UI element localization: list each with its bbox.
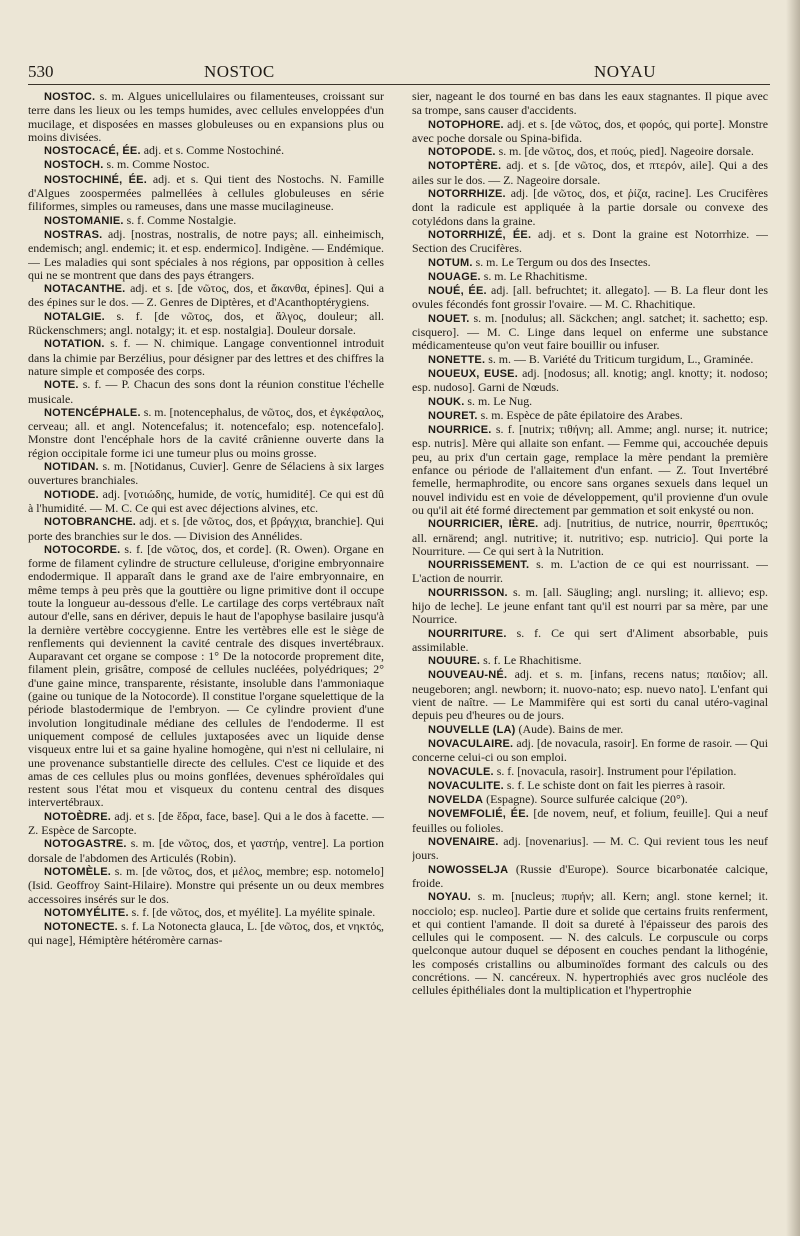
dictionary-entry [412,654,768,668]
dictionary-entry [412,367,768,395]
entry-definition: adj. et s. [de νῶτος, dos, et ἄκανθα, épines]. Qui a des épines sur le dos. — Z. Genres de Diptères, et d'Acanthoptérygiens. [28,281,384,310]
entry-definition: s. m. [notencephalus, de νῶτος, dos, et ἐγκέφαλος, cerveau; all. et angl. Notencefalus; it. notencefalo; esp. notencefalo]. Monstre dont l'encéphale hors de la cavité crânienne ouverte dans la région occipitale forme ici une tumeur plus ou moins grosse. [28,404,384,460]
dictionary-entry [412,145,768,159]
entry-definition: s. f. Comme Nostalgie. [123,212,237,227]
dictionary-entry [28,173,384,214]
dictionary-entry [28,488,384,516]
entry-definition: adj. [nostras, nostralis, de notre pays; all. einheimisch, endemisch; angl. endemic; it. et esp. endermico]. Indigène. — Endémique. — Les maladies qui sont spéciales à nos régions, par opposition à celles qui ne se montrent que dans des pays étrangers. [28,226,384,282]
entry-headword: NOTIODE. [44,488,99,501]
entry-definition: s. m. Le Nug. [464,393,533,408]
dictionary-entry [412,256,768,270]
entry-definition: adj. et s. [de νῶτος, dos, et φορός, qui porte]. Monstre avec poche dorsale ou Spina-bifida. [412,116,768,145]
dictionary-entry [412,187,768,228]
entry-definition: s. m. [de νῶτος, dos, et πούς, pied]. Nageoire dorsale. [495,144,754,159]
entry-headword: NOURRITURE. [428,627,507,640]
entry-headword: NOVACULAIRE. [428,737,514,750]
dictionary-entry [412,270,768,284]
dictionary-entry [412,737,768,765]
entry-definition: s. m. Comme Nostoc. [103,157,210,172]
entry-definition: s. f. [de νῶτος, dos, et myélite]. La myélite spinale. [128,904,376,919]
entry-definition: sier, nageant le dos tourné en bas dans les eaux stagnantes. Il pique avec sa trompe, sans causer d'accidents. [412,90,768,118]
dictionary-entry [28,378,384,406]
dictionary-entry [28,214,384,228]
left-column [28,90,384,1210]
entry-definition: s. m. Le Tergum ou dos des Insectes. [472,254,651,269]
entry-headword: NOTOÈDRE. [44,810,111,823]
entry-headword: NOTONECTE. [44,921,118,934]
dictionary-entry [412,863,768,891]
entry-definition: adj. [nutritius, de nutrice, nourrir, θρεπτικός; all. ernärend; angl. nutritive; it. nutritivo; esp. nutricio]. Qui porte la Nourriture. — Ce qui sert à la Nutrition. [412,516,768,558]
entry-definition: s. m. [all. Säugling; angl. nursling; it. allievo; esp. hijo de leche]. Le jeune enfant tant qu'il est nourri par sa mère, par une Nourrice. [412,584,768,627]
dictionary-entry [28,158,384,172]
entry-headword: NOURRISSON. [428,586,508,599]
entry-headword: NOURRICE. [428,424,492,437]
entry-headword: NOTOPHORE. [428,118,504,131]
entry-definition: adj. et s. Qui tient des Nostochs. N. Famille d'Algues zoospermées palmellées à cellules globuleuses en série filiformes, simples ou rameuses, dans une masse mucilagineuse. [28,171,384,214]
dictionary-entry [412,723,768,737]
entry-headword: NOTORRHIZE. [428,188,506,201]
entry-definition: s. m. — B. Variété du Triticum turgidum, L., Graminée. [485,351,754,366]
entry-definition: s. f. [nutrix; τιθήνη; all. Amme; angl. nurse; it. nutrice; esp. nutris]. Mère qui allaite son enfant. — Femme qui, accouchée depuis peu, au prix d'un certain gage, remplace la mère pendant la première enfance ou période de l'allaitement d'un enfant. — Z. Tout Invertébré femelle, hermaphrodite, ou encore sans organes sexuels dans lequel un nouvel individu est en voie de développement, qu'il provienne d'un ovule ou qu'il ait été formé directement par gemmation et soit enkysté ou non. [412,422,768,517]
header-rule [28,84,770,85]
dictionary-entry [28,515,384,543]
entry-headword: NOSTOMANIE. [44,214,124,227]
entry-definition: adj. et s. [de νῶτος, dos, et πτερόν, aile]. Qui a des ailes sur le dos. — Z. Nageoire dorsale. [412,158,768,187]
page-gutter-shadow [786,0,800,1236]
entry-definition: s. f. [de νῶτος, dos, et corde]. (R. Owen). Organe en forme de filament cylindre de structure celluleuse, d'origine embryonnaire endodermique. Il apparaît dans le grand axe de l'aire embryonnaire, en même temps à peu près que la gouttière ou ligne primitive dont il occupe toute la longueur au-dessous d'elle. Le cartilage des corps vertébraux naît autour d'elle, sans en dériver, depuis le haut de l'apophyse basilaire jusqu'à la dernière vertèbre coccygienne. Entre les vertèbres elle est le siège de renflements qui deviennent la cavité centrale des disques invertébraux. Auparavant cet organe se compose : 1° De la notocorde proprement dite, filament plein, grisâtre, composé de cellules nucléées, polyédriques; 2° d'une gaine mince, transparente, résistante, insoluble dans l'ammoniaque (gaine ou tunique de la Notocorde). Il constitue l'organe squelettique de la période blastodermique de l'embryon. — Ce cylindre provient d'une involution longitudinale médiane des cellules de l'endoderme. Il est uniquement composé de cellules juxtaposées avec un liquide dense visqueux entre lui et sa gaine hyaline homogène, qui n'est ni cellulaire, ni une provenance substantielle directe des cellules. C'est ce liquide et des amas de ces cellules plus ou moins gonflées, devenues sphéroïdales qui restent sous l'état mou et visqueux du contenu central des disques intervertébraux. [28,541,384,810]
dictionary-entry [28,90,384,144]
dictionary-entry [28,406,384,460]
entry-headword: NOSTOCACÉ, ÉE. [44,145,141,158]
entry-headword: NOTORRHIZÉ, ÉE. [428,228,532,241]
dictionary-entry [28,810,384,838]
entry-headword: NOTOMÈLE. [44,865,111,878]
entry-headword: NOURRICIER, IÈRE. [428,518,539,531]
dictionary-entry [28,144,384,158]
dictionary-entry [412,90,768,118]
entry-definition: adj. [de novacula, rasoir]. En forme de rasoir. — Qui concerne celui-ci ou son emploi. [412,735,768,765]
dictionary-entry [28,310,384,338]
dictionary-entry [412,159,768,187]
dictionary-entry [28,865,384,906]
entry-definition: s. f. [novacula, rasoir]. Instrument pour l'épilation. [493,763,737,778]
entry-headword: NOTATION. [44,338,105,351]
entry-definition: s. m. [Notidanus, Cuvier]. Genre de Sélaciens à six larges ouvertures branchiales. [28,459,384,488]
entry-headword: NOTOPTÈRE. [428,160,502,173]
dictionary-entry [412,765,768,779]
entry-headword: NOTACANTHE. [44,283,126,296]
entry-definition: adj. [de νῶτος, dos, et ῥίζα, racine]. Les Crucifères dont la radicule est appliquée à la partie dorsale ou convexe des cotylédons dans la graine. [412,186,768,228]
dictionary-entry [412,409,768,423]
entry-headword: NOTE. [44,379,79,392]
dictionary-entry [412,627,768,655]
dictionary-entry [412,890,768,997]
entry-headword: NOTUM. [428,256,473,269]
entry-definition: s. f. — P. Chacun des sons dont la réunion constitue l'échelle musicale. [28,377,384,406]
entry-headword: NOWOSSELJA [428,863,509,876]
entry-definition: s. m. [de νῶτος, dos, et μέλος, membre; esp. notomelo] (Isid. Geoffroy Saint-Hilaire). Monstre qui présente un ou deux membres accessoires insérés sur le dos. [28,863,384,906]
dictionary-entry [412,395,768,409]
entry-headword: NOSTOCH. [44,159,104,172]
entry-definition: adj. et s. [de νῶτος, dos, et βράγχια, branchie]. Qui porte des branchies sur le dos. — Division des Annélides. [28,514,384,543]
entry-headword: NOUVEAU-NÉ. [428,669,508,682]
entry-headword: NOVEMFOLIÉ, ÉE. [428,808,529,821]
entry-headword: NOUET. [428,312,470,325]
entry-headword: NOVELDA [428,794,484,807]
entry-headword: NOYAU. [428,891,471,904]
entry-headword: NOTOPODE. [428,146,496,159]
page-number: 530 [28,62,54,81]
dictionary-entry [412,793,768,807]
dictionary-entry [412,312,768,353]
dictionary-entry [28,282,384,310]
entry-headword: NOTENCÉPHALE. [44,406,141,419]
entry-headword: NOVACULITE. [428,779,504,792]
entry-definition: s. f. La Notonecta glauca, L. [de νῶτος, dos, et νηκτός, qui nage], Hémiptère hétéromère carnas- [28,919,384,948]
entry-definition: s. m. [de νῶτος, dos, et γαστήρ, ventre]. La portion dorsale de l'abdomen des Articulés (Robin). [28,836,384,865]
dictionary-entry [412,668,768,722]
dictionary-entry [412,353,768,367]
dictionary-entry [412,558,768,586]
entry-headword: NOTOBRANCHE. [44,516,137,529]
entry-definition: s. f. Ce qui sert d'Aliment absorbable, puis assimilable. [412,625,768,654]
entry-definition: adj. et s. Comme Nostochiné. [140,143,285,158]
entry-definition: adj. [novenarius]. — M. C. Qui revient tous les neuf jours. [412,834,768,863]
entry-headword: NOVENAIRE. [428,836,499,849]
dictionary-entry [28,543,384,810]
entry-headword: NOTALGIE. [44,310,105,323]
entry-headword: NOSTRAS. [44,228,103,241]
entry-headword: NOSTOCHINÉ, ÉE. [44,173,147,186]
entry-definition: (Russie d'Europe). Source bicarbonatée calcique, froide. [412,861,768,890]
entry-definition: s. m. Le Rhachitisme. [480,268,588,283]
entry-definition: s. m. Espèce de pâte épilatoire des Arabes. [477,407,683,422]
entry-headword: NOSTOC. [44,91,96,103]
entry-headword: NOTOCORDE. [44,543,121,556]
dictionary-entry [412,228,768,256]
entry-headword: NOURRISSEMENT. [428,559,530,572]
entry-headword: NOTIDAN. [44,461,99,474]
dictionary-entry [412,835,768,863]
dictionary-entry [412,118,768,146]
entry-definition: adj. [all. befruchtet; it. allegato]. — B. La fleur dont les ovules fécondés font grossir l'ovaire. — M. C. Rhachitique. [412,283,768,312]
entry-headword: NOUURE. [428,655,481,668]
entry-headword: NOUAGE. [428,270,481,283]
entry-headword: NOTOMYÉLITE. [44,906,129,919]
entry-headword: NOUÉ, ÉE. [428,285,487,298]
dictionary-entry [28,228,384,282]
entry-definition: s. m. [nucleus; πυρήν; all. Kern; angl. stone kernel; it. nocciolo; esp. nucleo]. Partie dure et solide que certains fruits renferment, et qui contient l'amande. Il doit sa dureté à l'épaisseur des parois des cellules qui le composent. — N. des calculs. Le corpuscule ou corps quelconque autour duquel se déposent en couches pendant la lithogénie, les composés cristallins ou albuminoïdes formant des calculs ou des concrétions. — N. cancéreux. N. hypertrophiés avec gros nucléole des cellules épithéliales dont la multiplication et l'hypertrophie [412,889,768,998]
entry-headword: NOUEUX, EUSE. [428,367,518,380]
running-head-right: NOYAU [594,62,656,81]
dictionary-entry [28,920,384,948]
dictionary-entry [412,807,768,835]
right-column [412,90,768,1210]
entry-definition: (Aude). Bains de mer. [515,721,624,736]
entry-headword: NOTOGASTRE. [44,838,127,851]
page-header [28,62,768,84]
entry-definition: (Espagne). Source sulfurée calcique (20°). [483,792,688,807]
dictionary-entry [412,779,768,793]
entry-definition: s. m. L'action de ce qui est nourrissant. — L'action de nourrir. [412,557,768,586]
entry-definition: s. f. Le Rhachitisme. [480,653,582,668]
dictionary-entry [412,586,768,627]
entry-definition: s. f. [de νῶτος, dos, et ἄλγος, douleur; all. Rückenschmers; angl. notalgy; it. et esp. nostalgia]. Douleur dorsale. [28,308,384,338]
dictionary-entry [412,423,768,517]
entry-definition: [de novem, neuf, et folium, feuille]. Qui a neuf feuilles ou folioles. [412,806,768,835]
entry-definition: adj. et s. [de ἕδρα, face, base]. Qui a le dos à facette. — Z. Espèce de Sarcopte. [28,808,384,838]
dictionary-entry [28,906,384,920]
running-head-left: NOSTOC [204,62,275,81]
dictionary-entry [28,837,384,865]
entry-headword: NOVACULE. [428,765,494,778]
entry-definition: s. m. Algues unicellulaires ou filamenteuses, croissant sur terre dans les lieux ou les temps humides, avec cellules enveloppées d'un mucilage, et disposées en masses globuleuses ou en expansions plus ou moins divisées. [28,90,384,144]
entry-definition: s. f. — N. chimique. Langage conventionnel introduit dans la chimie par Berzélius, pour désigner par des lettres et des chiffres la nature simple et composée des corps. [28,336,384,378]
dictionary-entry [412,517,768,558]
dictionary-entry [28,337,384,378]
entry-headword: NONETTE. [428,353,486,366]
entry-definition: adj. [νοτιώδης, humide, de νοτίς, humidité]. Ce qui est dû à l'humidité. — M. C. Ce qui est avec déjections alvines, etc. [28,486,384,515]
entry-headword: NOURET. [428,409,478,422]
dictionary-entry [28,460,384,488]
entry-definition: s. m. [nodulus; all. Säckchen; angl. satchet; it. sachetto; esp. cisquero]. — M. C. Linge dans lequel on enferme une substance médicamenteuse qu'on veut faire bouillir ou infuser. [412,310,768,353]
entry-definition: s. f. Le schiste dont on fait les pierres à rasoir. [503,777,726,792]
dictionary-entry [412,284,768,312]
entry-headword: NOUK. [428,395,465,408]
entry-definition: adj. et s. Dont la graine est Notorrhize. — Section des Crucifères. [412,226,768,256]
entry-headword: NOUVELLE (LA) [428,723,516,736]
entry-definition: adj. [nodosus; all. knotig; angl. knotty; it. nodoso; esp. nudoso]. Garni de Nœuds. [412,365,768,395]
entry-definition: adj. et s. m. [infans, recens natus; παιδίον; all. neugeboren; angl. newborn; it. nuovo-nato; esp. nuevo nato]. L'enfant qui vient de naître. — Le Mammifère qui est sorti du canal utéro-vaginal depuis peu d'heures ou de jours. [412,667,768,723]
